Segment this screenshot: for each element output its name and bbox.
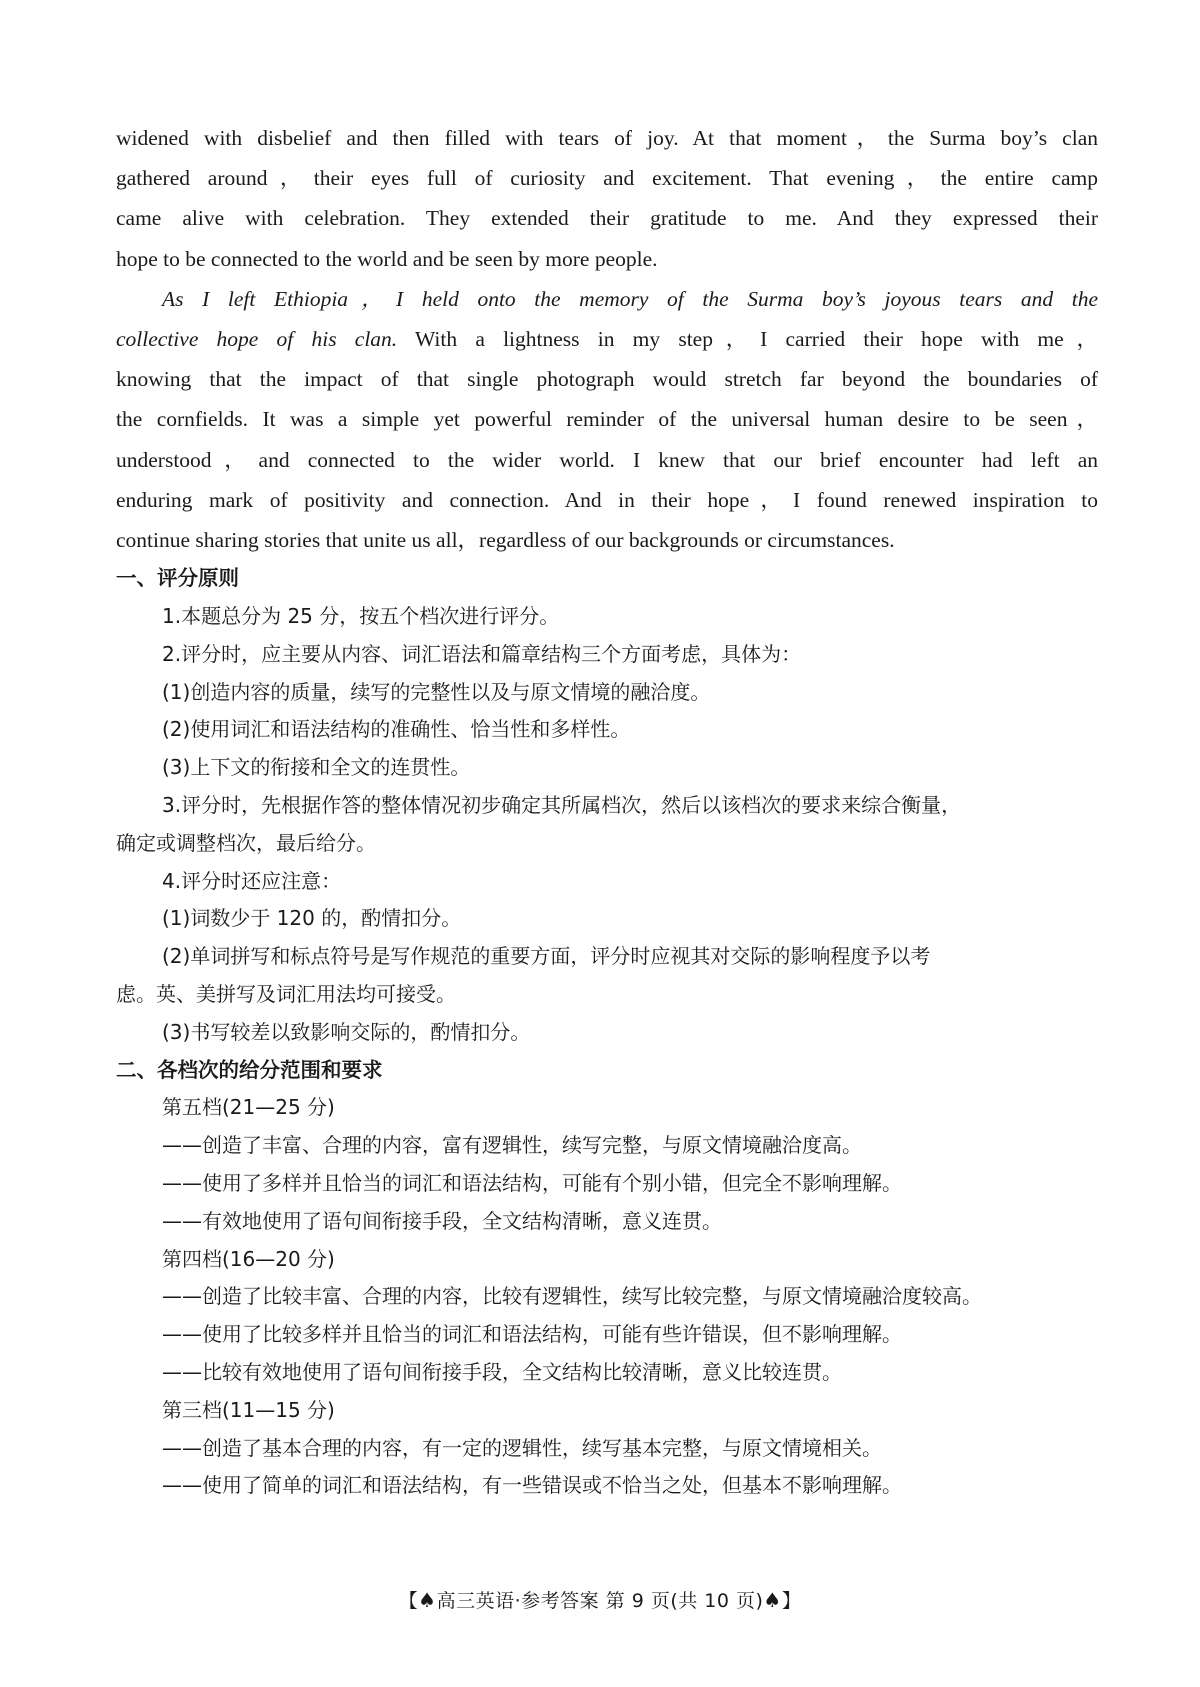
- passage-line: continue sharing stories that unite us all，regardless of our backgrounds or circumstances.: [116, 528, 895, 553]
- passage-line: the cornfields. It was a simple yet powerful reminder of the universal human desire to be seen，: [116, 407, 1098, 432]
- section-heading: 一、评分原则: [116, 566, 239, 591]
- grade-level-title: 第四档(16—20 分): [162, 1246, 335, 1271]
- section-heading: 二、各档次的给分范围和要求: [116, 1057, 383, 1082]
- passage-line-italic: As I left Ethiopia，I held onto the memory of the Surma boy’s joyous tears and the: [162, 286, 1098, 311]
- passage-line: widened with disbelief and then filled with tears of joy. At that moment，the Surma boy’s clan: [116, 126, 1098, 150]
- passage-italic-phrase: collective hope of his clan.: [116, 327, 398, 352]
- grade-level-title: 第三档(11—15 分): [162, 1397, 335, 1422]
- grade-requirement: ——使用了多样并且恰当的词汇和语法结构，可能有个别小错，但完全不影响理解。: [162, 1170, 902, 1195]
- grade-requirement: ——创造了比较丰富、合理的内容，比较有逻辑性，续写比较完整，与原文情境融洽度较高。: [162, 1284, 982, 1309]
- scoring-rule: 1.本题总分为 25 分，按五个档次进行评分。: [162, 604, 560, 629]
- scoring-rule: (3)书写较差以致影响交际的，酌情扣分。: [162, 1019, 531, 1044]
- scoring-rule: 4.评分时还应注意：: [162, 868, 342, 893]
- scoring-rule-continued: 虑。英、美拼写及词汇用法均可接受。: [116, 982, 456, 1006]
- footer-bracket-left: 【: [398, 1590, 419, 1612]
- grade-requirement: ——创造了丰富、合理的内容，富有逻辑性，续写完整，与原文情境融洽度高。: [162, 1133, 862, 1158]
- passage-line: understood，and connected to the wider world. I knew that our brief encounter had left an: [116, 447, 1098, 472]
- grade-requirement: ——有效地使用了语句间衔接手段，全文结构清晰，意义连贯。: [162, 1208, 722, 1233]
- scoring-principles-section: [116, 560, 1098, 1505]
- grade-requirement: ——创造了基本合理的内容，有一定的逻辑性，续写基本完整，与原文情境相关。: [162, 1435, 882, 1460]
- footer-bracket-right: 】: [781, 1590, 802, 1612]
- passage-line: enduring mark of positivity and connection. And in their hope，I found renewed inspiration to: [116, 487, 1098, 512]
- scoring-rule: (1)创造内容的质量，续写的完整性以及与原文情境的融洽度。: [162, 679, 711, 704]
- scoring-rule: (1)词数少于 120 的，酌情扣分。: [162, 906, 462, 931]
- passage-paragraph-2: [116, 279, 1098, 560]
- scoring-rule: (3)上下文的衔接和全文的连贯性。: [162, 755, 471, 780]
- scoring-rule: (2)单词拼写和标点符号是写作规范的重要方面，评分时应视其对交际的影响程度予以考: [162, 944, 931, 969]
- passage-line: knowing that the impact of that single photograph would stretch far beyond the boundaries of: [116, 367, 1098, 392]
- passage-text: With a lightness in my step，I carried their hope with me，: [397, 327, 1099, 352]
- scoring-rule: 3.评分时，先根据作答的整体情况初步确定其所属档次，然后以该档次的要求来综合衡量，: [162, 793, 962, 818]
- passage-line: [116, 319, 1098, 359]
- grade-requirement: ——使用了简单的词汇和语法结构，有一些错误或不恰当之处，但基本不影响理解。: [162, 1473, 902, 1498]
- passage-line: hope to be connected to the world and be seen by more people.: [116, 246, 658, 271]
- grade-requirement: ——比较有效地使用了语句间衔接手段，全文结构比较清晰，意义比较连贯。: [162, 1359, 842, 1384]
- scoring-rule: 2.评分时，应主要从内容、词汇语法和篇章结构三个方面考虑，具体为：: [162, 641, 802, 666]
- grade-requirement: ——使用了比较多样并且恰当的词汇和语法结构，可能有些许错误，但不影响理解。: [162, 1322, 902, 1347]
- page-footer: [0, 1586, 1200, 1613]
- passage-line: came alive with celebration. They extended their gratitude to me. And they expressed their: [116, 206, 1098, 231]
- scoring-rule: (2)使用词汇和语法结构的准确性、恰当性和多样性。: [162, 717, 631, 742]
- footer-text: 高三英语·参考答案 第 9 页(共 10 页): [436, 1590, 764, 1612]
- passage-line: gathered around，their eyes full of curiosity and excitement. That evening，the entire camp: [116, 166, 1098, 191]
- grade-level-title: 第五档(21—25 分): [162, 1095, 335, 1120]
- passage-paragraph-1: [116, 118, 1098, 279]
- page-content: [116, 118, 1098, 1505]
- spade-icon: ♠: [418, 1588, 437, 1612]
- scoring-rule-continued: 确定或调整档次，最后给分。: [116, 830, 376, 855]
- spade-icon: ♠: [763, 1588, 782, 1612]
